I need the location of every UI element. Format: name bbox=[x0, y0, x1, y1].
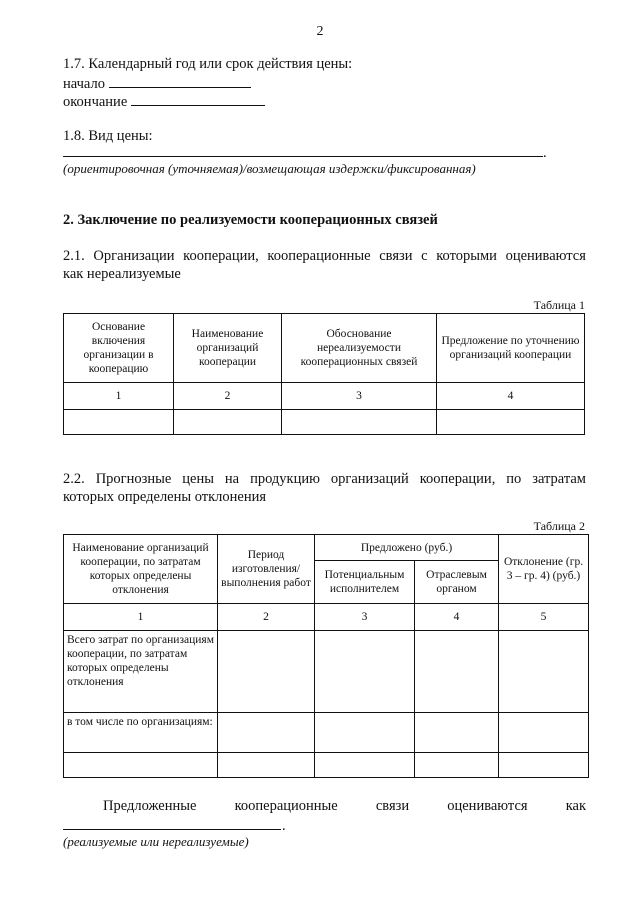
start-label: начало bbox=[63, 76, 105, 92]
word: Предложенные bbox=[103, 798, 197, 814]
t2-cell[interactable] bbox=[499, 631, 589, 713]
t2-header-name: Наименование организаций кооперации, по затратам которых определены отклонения bbox=[64, 535, 218, 604]
word: которыми bbox=[436, 248, 497, 264]
section-1-7-title: 1.7. Календарный год или срок действия цены: bbox=[63, 56, 353, 72]
t2-cell[interactable] bbox=[499, 753, 589, 778]
word: с bbox=[421, 248, 428, 264]
t2-col-num: 5 bbox=[499, 604, 589, 631]
p22-line1 bbox=[63, 471, 586, 488]
t2-cell[interactable] bbox=[315, 713, 415, 753]
t1-header-justification: Обоснование нереализуемости кооперационных связей bbox=[282, 314, 437, 383]
word: Организации bbox=[93, 248, 175, 264]
t2-col-num: 4 bbox=[415, 604, 499, 631]
price-type-hint: (ориентировочная (уточняемая)/возмещающая издержки/фиксированная) bbox=[63, 161, 476, 176]
price-type-period: . bbox=[543, 145, 547, 161]
t2-cell[interactable] bbox=[218, 631, 315, 713]
word: связи bbox=[379, 248, 413, 264]
t2-cell[interactable] bbox=[415, 753, 499, 778]
word: кооперации, bbox=[183, 248, 259, 264]
t1-cell[interactable] bbox=[437, 410, 585, 435]
assessment-period: . bbox=[282, 818, 286, 834]
end-label: окончание bbox=[63, 94, 128, 110]
table-1 bbox=[63, 313, 585, 435]
p21-line1 bbox=[63, 248, 586, 265]
start-field[interactable] bbox=[109, 75, 251, 88]
word: 2.1. bbox=[63, 248, 85, 264]
table1-caption: Таблица 1 bbox=[533, 298, 585, 312]
word: затратам bbox=[532, 471, 586, 487]
word: связи bbox=[375, 798, 410, 814]
t2-col-num: 3 bbox=[315, 604, 415, 631]
word: оцениваются bbox=[505, 248, 586, 264]
t1-col-num: 2 bbox=[174, 383, 282, 410]
word: оцениваются bbox=[447, 798, 528, 814]
t1-header-name: Наименование организаций кооперации bbox=[174, 314, 282, 383]
table2-caption: Таблица 2 bbox=[533, 519, 585, 533]
page-number: 2 bbox=[316, 24, 324, 39]
t2-cell[interactable] bbox=[315, 631, 415, 713]
t2-row-total-label: Всего затрат по организациям кооперации, по затратам которых определены отклонения bbox=[64, 631, 218, 713]
t2-cell[interactable] bbox=[499, 713, 589, 753]
word: цены bbox=[182, 471, 214, 487]
p21-line2: как нереализуемые bbox=[63, 266, 181, 282]
section-1-8-title: 1.8. Вид цены: bbox=[63, 128, 153, 144]
t1-col-num: 1 bbox=[64, 383, 174, 410]
word: организаций bbox=[330, 471, 409, 487]
price-type-field[interactable] bbox=[63, 156, 543, 157]
t2-cell[interactable] bbox=[415, 713, 499, 753]
t2-col-num: 1 bbox=[64, 604, 218, 631]
word: Прогнозные bbox=[95, 471, 172, 487]
t2-header-branch: Отраслевым органом bbox=[415, 561, 499, 604]
end-row bbox=[63, 93, 265, 111]
t2-cell[interactable] bbox=[218, 753, 315, 778]
assessment-field[interactable] bbox=[63, 829, 281, 830]
word: 2.2. bbox=[63, 471, 85, 487]
t2-col-num: 2 bbox=[218, 604, 315, 631]
word: кооперационные bbox=[234, 798, 338, 814]
t2-cell[interactable] bbox=[415, 631, 499, 713]
t1-header-basis: Основание включения организации в кооперацию bbox=[64, 314, 174, 383]
t1-cell[interactable] bbox=[64, 410, 174, 435]
t2-header-period: Период изготовления/ выполнения работ bbox=[218, 535, 315, 604]
section-2-heading: 2. Заключение по реализуемости кооперационных связей bbox=[63, 212, 438, 228]
t1-col-num: 4 bbox=[437, 383, 585, 410]
t2-header-proposed: Предложено (руб.) bbox=[315, 535, 499, 561]
word: как bbox=[565, 798, 586, 814]
word: по bbox=[506, 471, 522, 487]
t2-row-including-label: в том числе по организациям: bbox=[64, 713, 218, 753]
t2-cell[interactable] bbox=[218, 713, 315, 753]
final-line bbox=[103, 798, 586, 815]
t2-cell[interactable] bbox=[315, 753, 415, 778]
t1-header-proposal: Предложение по уточнению организаций кооперации bbox=[437, 314, 585, 383]
start-row bbox=[63, 75, 251, 93]
word: продукцию bbox=[250, 471, 320, 487]
p22-line2: которых определены отклонения bbox=[63, 489, 267, 505]
t1-cell[interactable] bbox=[174, 410, 282, 435]
word: на bbox=[224, 471, 240, 487]
t2-cell[interactable] bbox=[64, 753, 218, 778]
table-2 bbox=[63, 534, 589, 778]
word: кооперационные bbox=[267, 248, 371, 264]
t1-cell[interactable] bbox=[282, 410, 437, 435]
end-field[interactable] bbox=[131, 93, 265, 106]
t2-header-deviation: Отклонение (гр. 3 – гр. 4) (руб.) bbox=[499, 535, 589, 604]
t1-col-num: 3 bbox=[282, 383, 437, 410]
word: кооперации, bbox=[419, 471, 496, 487]
t2-header-potential: Потенциальным исполнителем bbox=[315, 561, 415, 604]
assessment-hint: (реализуемые или нереализуемые) bbox=[63, 834, 249, 849]
